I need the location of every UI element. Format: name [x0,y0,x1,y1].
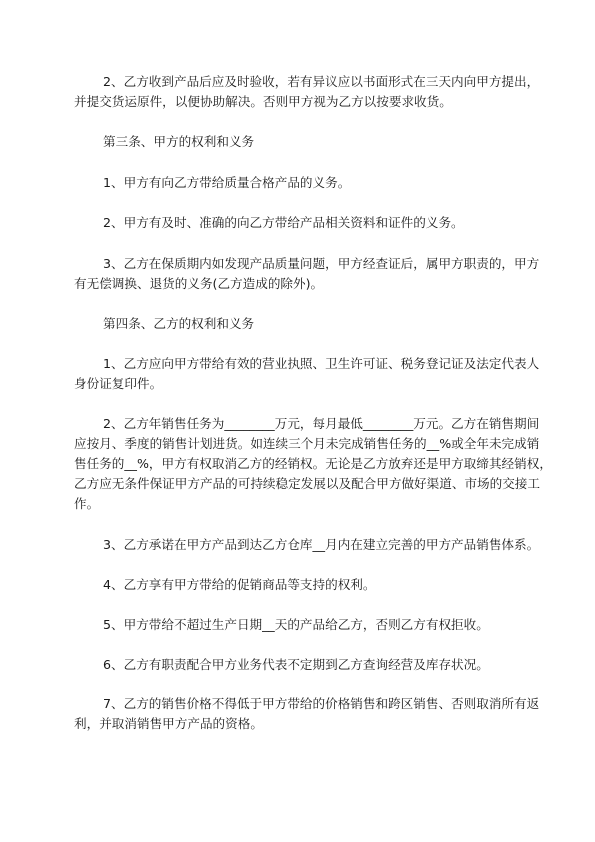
paragraph-delivery-acceptance [74,72,540,112]
text-line: 乙方应无条件保证甲方产品的可持续稳定发展以及配合甲方做好渠道、市场的交接工 [74,476,540,491]
text-line: 利，并取消销售甲方产品的资格。 [74,716,263,731]
text-line: 1、甲方有向乙方带给质量合格产品的义务。 [103,175,351,190]
text-line: 并提交货运原件，以便协助解决。否则甲方视为乙方以按要求收货。 [74,94,452,109]
text-line: 3、乙方承诺在甲方产品到达乙方仓库__月内在建立完善的甲方产品销售体系。 [103,537,540,552]
text-line: 4、乙方享有甲方带给的促销商品等支持的权利。 [103,577,376,592]
paragraph-4-6 [74,655,526,675]
text-line: 2、乙方年销售任务为________万元，每月最低________万元。乙方在销售期间 [103,416,540,431]
heading-text: 第三条、甲方的权利和义务 [103,134,255,149]
paragraph-4-7 [74,694,540,734]
text-line: 售任务的__%，甲方有权取消乙方的经销权。无论是乙方放弃还是甲方取缔其经销权， [74,456,552,471]
text-line: 身份证复印件。 [74,376,163,391]
text-line: 有无偿调换、退货的义务(乙方造成的除外)。 [74,276,324,291]
text-line: 1、乙方应向甲方带给有效的营业执照、卫生许可证、税务登记证及法定代表人 [103,356,540,371]
paragraph-3-2 [74,213,526,233]
text-line: 5、甲方带给不超过生产日期__天的产品给乙方，否则乙方有权拒收。 [103,617,489,632]
text-line: 应按月、季度的销售计划进货。如连续三个月未完成销售任务的__%或全年未完成销 [74,436,540,451]
paragraph-4-3 [74,535,540,555]
text-line: 作。 [74,496,100,511]
paragraph-3-3 [74,254,540,294]
paragraph-4-1 [74,354,540,394]
section-heading-article-3 [74,132,555,152]
paragraph-4-4 [74,575,526,595]
text-line: 3、乙方在保质期内如发现产品质量问题，甲方经查证后，属甲方职责的，甲方 [103,256,540,271]
paragraph-3-1 [74,173,526,193]
text-line: 6、乙方有职责配合甲方业务代表不定期到乙方查询经营及库存状况。 [103,657,489,672]
paragraph-4-2 [74,414,552,514]
text-line: 2、甲方有及时、准确的向乙方带给产品相关资料和证件的义务。 [103,215,464,230]
paragraph-4-5 [74,615,526,635]
text-line: 2、乙方收到产品后应及时验收，若有异议应以书面形式在三天内向甲方提出， [103,74,540,89]
heading-text: 第四条、乙方的权利和义务 [103,316,255,331]
text-line: 7、乙方的销售价格不得低于甲方带给的价格销售和跨区销售、否则取消所有返 [103,696,540,711]
section-heading-article-4 [74,314,555,334]
